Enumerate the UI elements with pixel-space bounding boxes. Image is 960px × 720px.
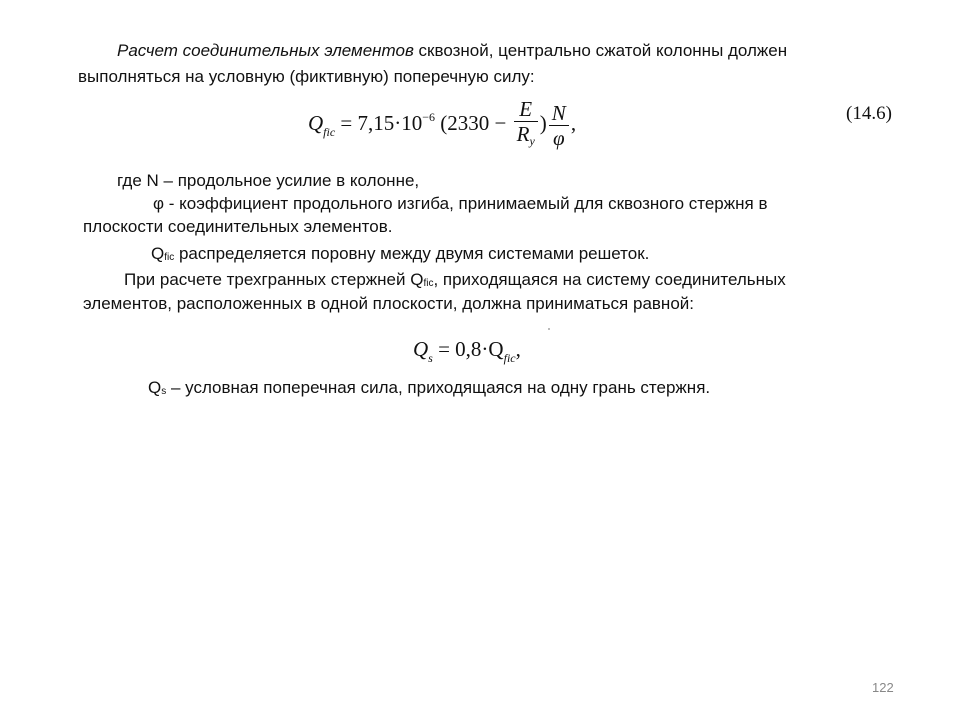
formula-q-subscript: fic (323, 125, 336, 139)
page-number: 122 (872, 680, 894, 695)
intro-line-2: выполняться на условную (фиктивную) поперечную силу: (78, 67, 535, 86)
intro-line-1-rest: сквозной, центрально сжатой колонны должен (413, 41, 788, 60)
fraction-phi-denominator: φ (549, 125, 569, 150)
formula-qfic (308, 89, 576, 160)
qs-q-symbol: Q (148, 378, 162, 397)
qfic-distribution-line (151, 243, 649, 269)
intro-line-1 (117, 40, 787, 62)
trihedral-subscript: fic (423, 278, 434, 289)
formula-qs (413, 334, 521, 373)
formula-qs-subscript: s (428, 351, 433, 365)
stray-mark (548, 328, 550, 330)
trihedral-prefix: При расчете трехгранных стержней Q (124, 270, 424, 289)
trihedral-line-1 (124, 269, 786, 295)
formula-open-paren: (2330 − (440, 111, 507, 135)
formula-fraction-e-ry (514, 97, 538, 153)
formula-exponent: −6 (422, 110, 436, 124)
qfic-subscript: fic (164, 252, 175, 263)
fraction-ry-denominator (514, 121, 538, 153)
qfic-rest: распределяется поровну между двумя системами решеток. (174, 244, 650, 263)
qs-definition-line (148, 377, 710, 403)
formula-qs-comma: , (515, 337, 521, 361)
trihedral-suffix: , приходящаяся на систему соединительных (433, 270, 786, 289)
intro-italic-phrase: Расчет соединительных элементов (117, 41, 414, 60)
fraction-r-symbol: R (516, 122, 530, 147)
equation-number: (14.6) (846, 103, 892, 124)
formula-q-symbol: Q (308, 111, 324, 135)
formula-qs-rhs: = 0,8·Q (438, 337, 504, 361)
definition-n: где N – продольное усилие в колонне, (117, 171, 420, 190)
formula-close-paren: ) (539, 111, 547, 135)
formula-coefficient: = 7,15·10 (340, 111, 423, 135)
definition-phi-line-2: плоскости соединительных элементов. (83, 217, 393, 236)
definition-phi-line-1: φ - коэффициент продольного изгиба, принимаемый для сквозного стержня в (153, 194, 768, 213)
fraction-e-numerator: E (519, 97, 533, 122)
fraction-n-numerator: N (551, 100, 566, 125)
formula-fraction-n-phi (549, 101, 569, 150)
trihedral-line-2: элементов, расположенных в одной плоскости, должна приниматься равной: (83, 294, 694, 313)
qs-definition-rest: – условная поперечная сила, приходящаяся на одну грань стержня. (166, 378, 711, 397)
formula-qs-fic-subscript: fic (503, 351, 516, 365)
qs-subscript: s (161, 386, 167, 397)
formula-qs-symbol: Q (413, 337, 429, 361)
qfic-q-symbol: Q (151, 244, 165, 263)
formula-comma: , (570, 111, 577, 135)
fraction-y-subscript: y (529, 134, 535, 149)
